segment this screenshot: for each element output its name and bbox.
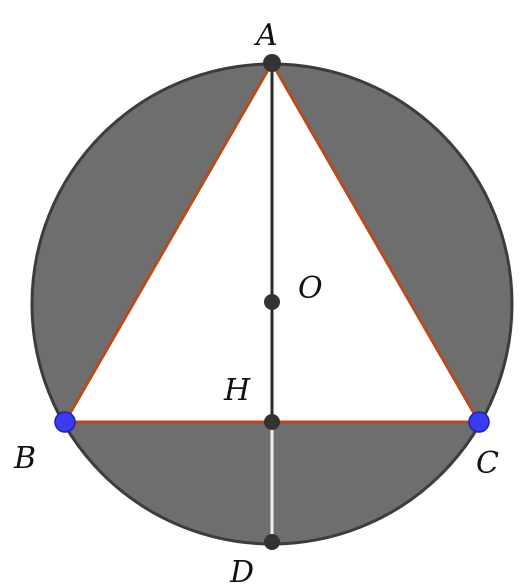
point-C [469, 412, 489, 432]
label-O: O [298, 271, 323, 306]
point-D [264, 534, 280, 550]
label-B: B [14, 441, 37, 476]
point-B [55, 412, 75, 432]
label-H: H [224, 373, 251, 408]
point-H [264, 414, 280, 430]
point-A [263, 54, 281, 72]
label-A: A [256, 18, 278, 53]
label-C: C [476, 446, 499, 481]
label-D: D [230, 555, 255, 586]
point-O [264, 294, 280, 310]
